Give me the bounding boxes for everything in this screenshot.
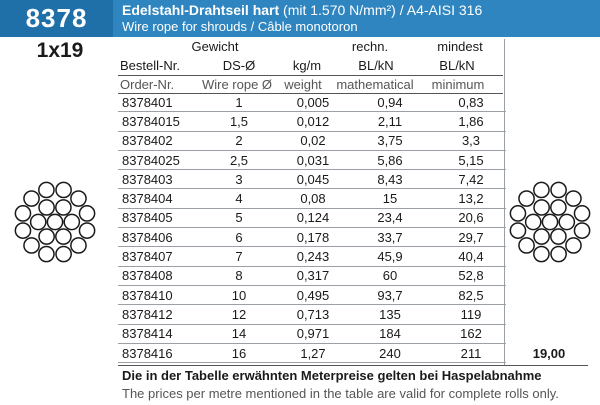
- diameter-cell: 10: [196, 285, 282, 304]
- order-number-cell: 8378407: [118, 247, 196, 266]
- weight-cell: 0,02: [282, 131, 344, 150]
- order-number-cell: 8378406: [118, 228, 196, 247]
- order-number-cell: 8378403: [118, 170, 196, 189]
- diameter-cell: 8: [196, 266, 282, 285]
- wire-strand-icon: [15, 206, 30, 221]
- table-row: [118, 112, 592, 131]
- price-cell: [506, 93, 592, 112]
- price-cell: 19,00: [532, 345, 566, 361]
- wire-strand-icon: [56, 200, 71, 215]
- wire-strand-icon: [566, 238, 581, 253]
- breaking-load-cell: 0,94: [344, 93, 436, 112]
- wire-strand-icon: [64, 214, 79, 229]
- diameter-cell: 2: [196, 131, 282, 150]
- weight-cell: 0,495: [282, 285, 344, 304]
- weight-cell: 1,27: [282, 343, 344, 362]
- weight-cell: 0,08: [282, 189, 344, 208]
- breaking-header-unit: BL/kN: [358, 58, 394, 73]
- wire-strand-icon: [519, 238, 534, 253]
- diameter-cell: 14: [196, 324, 282, 343]
- breaking-load-cell: 45,9: [344, 247, 436, 266]
- diameter-header: DS-Ø: [222, 58, 256, 73]
- price-cell: [506, 285, 592, 304]
- minimum-load-cell: 7,42: [436, 170, 506, 189]
- title-german-material: / A4-AISI 316: [395, 2, 483, 18]
- header-divider: [118, 75, 503, 76]
- footer-rule: [118, 365, 588, 366]
- table-row: [118, 93, 592, 112]
- weight-cell: 0,045: [282, 170, 344, 189]
- wire-strand-icon: [559, 214, 574, 229]
- wire-strand-icon: [79, 223, 94, 238]
- diameter-cell: 3: [196, 170, 282, 189]
- order-number-cell: 83784015: [118, 112, 196, 131]
- rope-cross-section-right-icon: [500, 172, 600, 272]
- wire-strand-icon: [574, 206, 589, 221]
- wire-strand-icon: [542, 214, 557, 229]
- breaking-load-cell: 60: [344, 266, 436, 285]
- weight-cell: 0,317: [282, 266, 344, 285]
- title-german: [122, 2, 482, 18]
- price-cell: [506, 112, 592, 131]
- footer-note-german: Die in der Tabelle erwähnten Meterpreise gelten bei Haspelabnahme: [122, 368, 542, 383]
- weight-header-unit: kg/m: [292, 58, 322, 73]
- minimum-load-cell: 3,3: [436, 131, 506, 150]
- table-row: [118, 324, 592, 343]
- table-row: [118, 150, 592, 169]
- wire-strand-icon: [566, 191, 581, 206]
- minimum-load-cell: 52,8: [436, 266, 506, 285]
- wire-strand-icon: [39, 200, 54, 215]
- weight-cell: 0,178: [282, 228, 344, 247]
- diameter-cell: 16: [196, 343, 282, 362]
- wire-strand-icon: [71, 238, 86, 253]
- weight-cell: 0,713: [282, 305, 344, 324]
- order-number-cell: 8378408: [118, 266, 196, 285]
- order-number-cell: 83784025: [118, 150, 196, 169]
- price-cell: [506, 150, 592, 169]
- wire-strand-icon: [510, 206, 525, 221]
- title-german-spec: (mit 1.570 N/mm²): [279, 2, 396, 18]
- wire-strand-icon: [24, 191, 39, 206]
- minimum-header-unit: BL/kN: [439, 58, 475, 73]
- price-cell: [506, 131, 592, 150]
- table-row: [118, 343, 592, 362]
- breaking-load-cell: 23,4: [344, 208, 436, 227]
- order-number-cell: 8378414: [118, 324, 196, 343]
- title-german-main: Edelstahl-Drahtseil hart: [122, 2, 280, 18]
- breaking-load-cell: 93,7: [344, 285, 436, 304]
- minimum-header-top: mindest: [437, 39, 483, 54]
- wire-strand-icon: [31, 214, 46, 229]
- wire-strand-icon: [574, 223, 589, 238]
- minimum-load-cell: 40,4: [436, 247, 506, 266]
- minimum-load-cell: 13,2: [436, 189, 506, 208]
- order-number-cell: 8378405: [118, 208, 196, 227]
- diameter-cell: 6: [196, 228, 282, 247]
- weight-cell: 0,971: [282, 324, 344, 343]
- wire-strand-icon: [56, 182, 71, 197]
- weight-cell: 0,031: [282, 150, 344, 169]
- breaking-load-cell: 135: [344, 305, 436, 324]
- wire-strand-icon: [15, 223, 30, 238]
- rope-cross-section-left-icon: [5, 172, 105, 272]
- wire-strand-icon: [47, 214, 62, 229]
- minimum-subheader: minimum: [431, 77, 485, 92]
- wire-strand-icon: [71, 191, 86, 206]
- order-number-cell: 8378410: [118, 285, 196, 304]
- breaking-load-cell: 240: [344, 343, 436, 362]
- wire-strand-icon: [79, 206, 94, 221]
- wire-strand-icon: [534, 229, 549, 244]
- wire-strand-icon: [526, 214, 541, 229]
- wire-strand-icon: [39, 229, 54, 244]
- table-row: [118, 285, 592, 304]
- breaking-load-cell: 3,75: [344, 131, 436, 150]
- wire-strand-icon: [551, 182, 566, 197]
- wire-strand-icon: [519, 191, 534, 206]
- wire-strand-icon: [24, 238, 39, 253]
- diameter-cell: 1: [196, 93, 282, 112]
- minimum-load-cell: 0,83: [436, 93, 506, 112]
- table-row: [118, 131, 592, 150]
- order-number-cell: 8378416: [118, 343, 196, 362]
- order-number-cell: 8378404: [118, 189, 196, 208]
- weight-cell: 0,243: [282, 247, 344, 266]
- diameter-cell: 7: [196, 247, 282, 266]
- title-english: Wire rope for shrouds / Câble monotoron: [122, 19, 358, 34]
- breaking-subheader: mathematical: [336, 77, 414, 92]
- breaking-load-cell: 184: [344, 324, 436, 343]
- wire-strand-icon: [551, 229, 566, 244]
- minimum-load-cell: 211: [436, 343, 506, 362]
- footer-note-english: The prices per metre mentioned in the table are valid for complete rolls only.: [122, 386, 559, 401]
- minimum-load-cell: 82,5: [436, 285, 506, 304]
- order-number-cell: 8378412: [118, 305, 196, 324]
- breaking-header-top: rechn.: [351, 39, 389, 54]
- wire-strand-icon: [551, 246, 566, 261]
- minimum-load-cell: 119: [436, 305, 506, 324]
- table-row: [118, 305, 592, 324]
- diameter-subheader: Wire rope Ø: [201, 77, 273, 92]
- price-cell: [506, 324, 592, 343]
- minimum-load-cell: 162: [436, 324, 506, 343]
- diameter-cell: 12: [196, 305, 282, 324]
- weight-cell: 0,005: [282, 93, 344, 112]
- diameter-cell: 4: [196, 189, 282, 208]
- breaking-load-cell: 8,43: [344, 170, 436, 189]
- wire-strand-icon: [56, 229, 71, 244]
- breaking-load-cell: 2,11: [344, 112, 436, 131]
- wire-strand-icon: [510, 223, 525, 238]
- weight-cell: 0,124: [282, 208, 344, 227]
- order-number-cell: 8378402: [118, 131, 196, 150]
- breaking-load-cell: 5,86: [344, 150, 436, 169]
- breaking-load-cell: 33,7: [344, 228, 436, 247]
- wire-strand-icon: [534, 246, 549, 261]
- minimum-load-cell: 1,86: [436, 112, 506, 131]
- order-subheader: Order-Nr.: [120, 77, 175, 92]
- diameter-cell: 5: [196, 208, 282, 227]
- price-cell: [506, 305, 592, 324]
- product-code: 8378: [0, 0, 113, 37]
- wire-strand-icon: [534, 182, 549, 197]
- order-header: Bestell-Nr.: [120, 58, 180, 73]
- weight-header-top: Gewicht: [191, 39, 239, 54]
- minimum-load-cell: 29,7: [436, 228, 506, 247]
- wire-strand-icon: [39, 246, 54, 261]
- construction-label: 1x19: [36, 39, 84, 62]
- minimum-load-cell: 5,15: [436, 150, 506, 169]
- weight-subheader: weight: [284, 77, 322, 92]
- diameter-cell: 1,5: [196, 112, 282, 131]
- wire-strand-icon: [534, 200, 549, 215]
- minimum-load-cell: 20,6: [436, 208, 506, 227]
- order-number-cell: 8378401: [118, 93, 196, 112]
- wire-strand-icon: [551, 200, 566, 215]
- breaking-load-cell: 15: [344, 189, 436, 208]
- diameter-cell: 2,5: [196, 150, 282, 169]
- weight-cell: 0,012: [282, 112, 344, 131]
- wire-strand-icon: [39, 182, 54, 197]
- wire-strand-icon: [56, 246, 71, 261]
